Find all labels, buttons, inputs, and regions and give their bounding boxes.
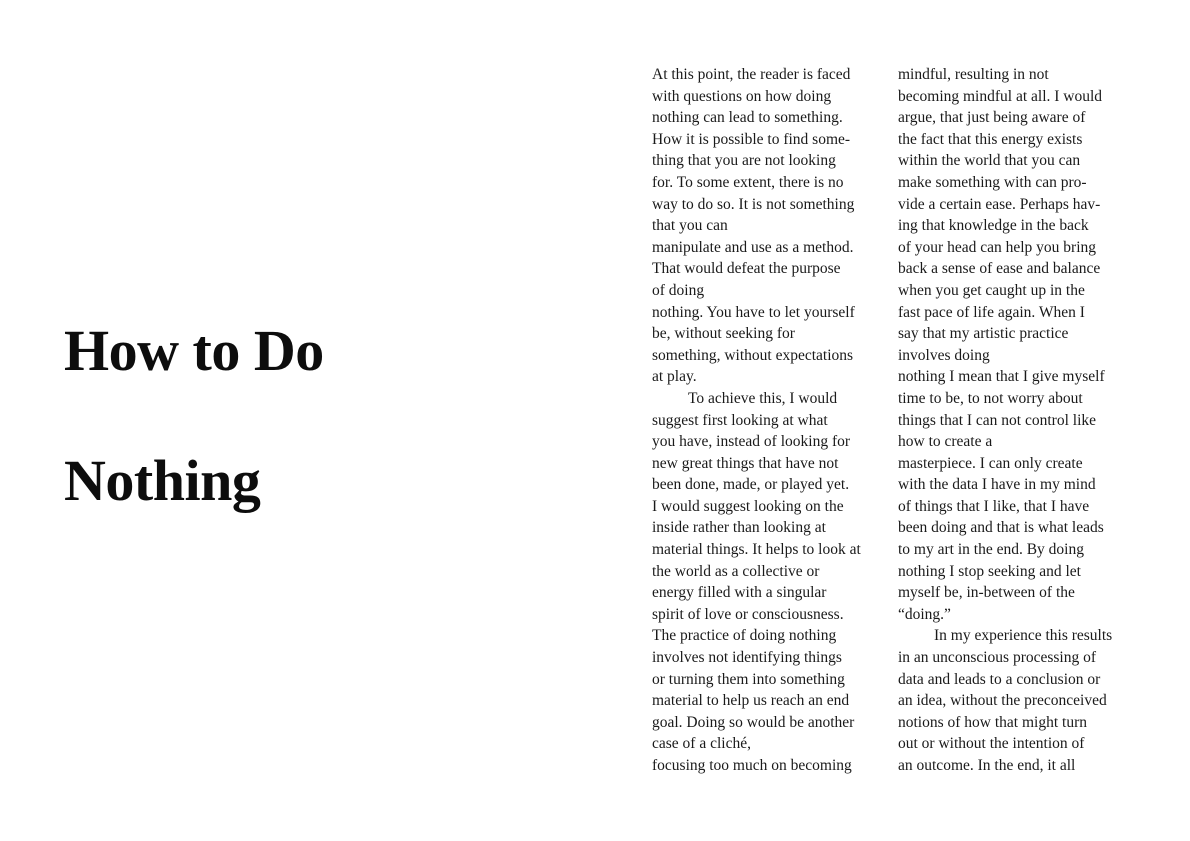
text-line: case of a cliché, <box>652 735 751 753</box>
chapter-title-line-1: How to Do <box>64 318 324 383</box>
text-line: within the world that you can <box>898 152 1081 170</box>
text-line: new great things that have not <box>652 454 839 472</box>
text-line: back a sense of ease and balance <box>898 260 1101 278</box>
text-line: That would defeat the purpose <box>652 260 841 278</box>
text-line: an outcome. In the end, it all <box>898 757 1076 774</box>
text-line: vide a certain ease. Perhaps hav- <box>898 195 1101 213</box>
text-line: focusing too much on becoming <box>652 757 852 774</box>
text-line: how to create a <box>898 433 993 451</box>
text-line: be, without seeking for <box>652 325 795 343</box>
text-line: material to help us reach an end <box>652 692 850 710</box>
text-line: of doing <box>652 281 705 299</box>
text-line: to my art in the end. By doing <box>898 541 1084 559</box>
text-line: notions of how that might turn <box>898 713 1088 731</box>
text-line: “doing.” <box>898 605 951 623</box>
text-line: nothing I mean that I give myself <box>898 368 1105 386</box>
text-line: with questions on how doing <box>652 87 832 105</box>
text-line: goal. Doing so would be another <box>652 713 855 731</box>
text-column-left <box>652 64 890 777</box>
text-column-right <box>898 64 1136 777</box>
text-line: way to do so. It is not something <box>652 195 855 213</box>
text-line: energy filled with a singular <box>652 584 827 602</box>
text-line: nothing. You have to let yourself <box>652 303 855 321</box>
chapter-title-line-2: Nothing <box>64 448 261 513</box>
text-line: manipulate and use as a method. <box>652 238 854 256</box>
right-page <box>595 0 1190 841</box>
text-line: time to be, to not worry about <box>898 389 1083 407</box>
text-line: an idea, without the preconceived <box>898 692 1107 710</box>
text-line: At this point, the reader is faced <box>652 66 851 83</box>
text-line: involves doing <box>898 346 990 364</box>
text-line: something, without expectations <box>652 346 854 364</box>
text-line: inside rather than looking at <box>652 519 826 537</box>
text-line: myself be, in-between of the <box>898 584 1075 602</box>
text-line: mindful, resulting in not <box>898 66 1049 83</box>
text-line: been doing and that is what leads <box>898 519 1104 537</box>
text-line: involves not identifying things <box>652 649 842 667</box>
text-line: argue, that just being aware of <box>898 109 1086 127</box>
text-line: of things that I like, that I have <box>898 497 1090 515</box>
text-line: when you get caught up in the <box>898 281 1085 299</box>
text-line: nothing can lead to something. <box>652 109 843 127</box>
text-line: make something with can pro- <box>898 173 1087 191</box>
text-line: at play. <box>652 368 697 386</box>
text-line-indented: To achieve this, I would <box>688 389 838 407</box>
text-line: things that I can not control like <box>898 411 1097 429</box>
text-line: How it is possible to find some- <box>652 130 851 148</box>
text-line: The practice of doing nothing <box>652 627 837 645</box>
text-line: of your head can help you bring <box>898 238 1096 256</box>
text-line: material things. It helps to look at <box>652 541 861 559</box>
chapter-title <box>64 286 324 546</box>
text-line: fast pace of life again. When I <box>898 303 1085 321</box>
text-line: say that my artistic practice <box>898 325 1069 343</box>
text-line: nothing I stop seeking and let <box>898 562 1081 580</box>
text-line: the fact that this energy exists <box>898 130 1083 148</box>
text-line: thing that you are not looking <box>652 152 836 170</box>
text-line: been done, made, or played yet. <box>652 476 850 494</box>
text-line-indented: In my experience this results <box>934 627 1113 645</box>
text-line: you have, instead of looking for <box>652 433 851 451</box>
text-line: out or without the intention of <box>898 735 1085 753</box>
text-line: I would suggest looking on the <box>652 497 844 515</box>
text-line: the world as a collective or <box>652 562 820 580</box>
text-line: suggest first looking at what <box>652 411 828 429</box>
text-line: becoming mindful at all. I would <box>898 87 1103 105</box>
text-line: with the data I have in my mind <box>898 476 1096 494</box>
text-line: data and leads to a conclusion or <box>898 670 1101 688</box>
text-line: for. To some extent, there is no <box>652 173 844 191</box>
text-line: or turning them into something <box>652 670 845 688</box>
text-line: ing that knowledge in the back <box>898 217 1089 235</box>
text-line: that you can <box>652 217 728 235</box>
text-line: spirit of love or consciousness. <box>652 605 844 623</box>
text-line: masterpiece. I can only create <box>898 454 1083 472</box>
text-line: in an unconscious processing of <box>898 649 1097 667</box>
